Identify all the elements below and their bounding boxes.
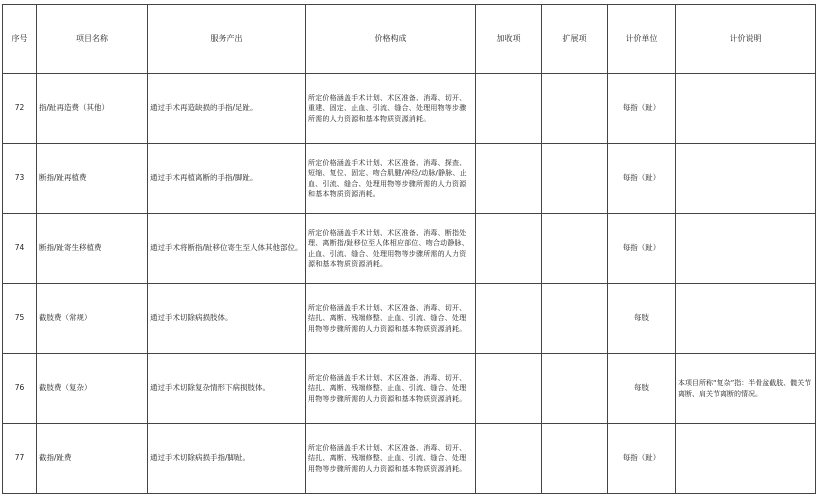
cell-composition: 所定价格涵盖手术计划、术区准备、消毒、断指处理、离断指/趾移位至人体相应部位、吻合动静脉、止血、引流、缝合、处理用物等步骤所需的人力资源和基本物质资源消耗。 (306, 214, 476, 284)
header-seq: 序号 (3, 5, 37, 74)
table-row (3, 74, 816, 144)
cell-explain: 本项目所称“复杂”指：半骨盆截肢、髋关节离断、肩关节离断的情况。 (676, 354, 816, 424)
cell-name: 截指/趾费 (37, 424, 148, 494)
price-table-container (2, 4, 816, 494)
header-output: 服务产出 (148, 5, 306, 74)
cell-composition: 所定价格涵盖手术计划、术区准备、消毒、切开、结扎、离断、残端修整、止血、引流、缝合、处理用物等步骤所需的人力资源和基本物质资源消耗。 (306, 424, 476, 494)
cell-name: 指/趾再造费（其他） (37, 74, 148, 144)
cell-explain (676, 74, 816, 144)
cell-seq: 74 (3, 214, 37, 284)
price-table (2, 4, 816, 494)
cell-seq: 73 (3, 144, 37, 214)
header-unit: 计价单位 (608, 5, 676, 74)
table-row (3, 424, 816, 494)
cell-expand (542, 284, 608, 354)
cell-composition: 所定价格涵盖手术计划、术区准备、消毒、切开、结扎、离断、残端修整、止血、引流、缝合、处理用物等步骤所需的人力资源和基本物质资源消耗。 (306, 284, 476, 354)
table-row (3, 214, 816, 284)
cell-seq: 75 (3, 284, 37, 354)
cell-output: 通过手术再植离断的手指/脚趾。 (148, 144, 306, 214)
cell-name: 断指/趾寄生移植费 (37, 214, 148, 284)
header-expand: 扩展项 (542, 5, 608, 74)
cell-output: 通过手术切除病损手指/脚趾。 (148, 424, 306, 494)
cell-expand (542, 424, 608, 494)
cell-explain (676, 424, 816, 494)
header-row (3, 5, 816, 74)
table-row (3, 144, 816, 214)
cell-extra (476, 144, 542, 214)
cell-unit: 每肢 (608, 284, 676, 354)
cell-composition: 所定价格涵盖手术计划、术区准备、消毒、探查、短缩、复位、固定、吻合肌腱/神经/动脉/静脉、止血、引流、缝合、处理用物等步骤所需的人力资源和基本物质资源消耗。 (306, 144, 476, 214)
header-name: 项目名称 (37, 5, 148, 74)
cell-extra (476, 284, 542, 354)
cell-seq: 77 (3, 424, 37, 494)
cell-extra (476, 424, 542, 494)
cell-name: 截肢费（复杂） (37, 354, 148, 424)
cell-output: 通过手术将断指/趾移位寄生至人体其他部位。 (148, 214, 306, 284)
cell-seq: 72 (3, 74, 37, 144)
cell-output: 通过手术切除病损肢体。 (148, 284, 306, 354)
cell-extra (476, 74, 542, 144)
cell-composition: 所定价格涵盖手术计划、术区准备、消毒、切开、结扎、离断、残端修整、止血、引流、缝合、处理用物等步骤所需的人力资源和基本物质资源消耗。 (306, 354, 476, 424)
cell-expand (542, 354, 608, 424)
cell-output: 通过手术切除复杂情形下病损肢体。 (148, 354, 306, 424)
cell-composition: 所定价格涵盖手术计划、术区准备、消毒、切开、重建、固定、止血、引流、缝合、处理用物等步骤所需的人力资源和基本物质资源消耗。 (306, 74, 476, 144)
cell-unit: 每指（趾） (608, 144, 676, 214)
table-row (3, 284, 816, 354)
header-explain: 计价说明 (676, 5, 816, 74)
cell-extra (476, 354, 542, 424)
cell-explain (676, 144, 816, 214)
cell-extra (476, 214, 542, 284)
cell-explain (676, 214, 816, 284)
header-extra: 加收项 (476, 5, 542, 74)
cell-expand (542, 74, 608, 144)
cell-explain (676, 284, 816, 354)
table-row (3, 354, 816, 424)
cell-unit: 每指（趾） (608, 74, 676, 144)
cell-output: 通过手术再造缺损的手指/足趾。 (148, 74, 306, 144)
cell-unit: 每肢 (608, 354, 676, 424)
cell-unit: 每指（趾） (608, 214, 676, 284)
header-composition: 价格构成 (306, 5, 476, 74)
cell-name: 截肢费（常规） (37, 284, 148, 354)
cell-expand (542, 144, 608, 214)
cell-expand (542, 214, 608, 284)
cell-seq: 76 (3, 354, 37, 424)
cell-name: 断指/趾再植费 (37, 144, 148, 214)
cell-unit: 每指（趾） (608, 424, 676, 494)
